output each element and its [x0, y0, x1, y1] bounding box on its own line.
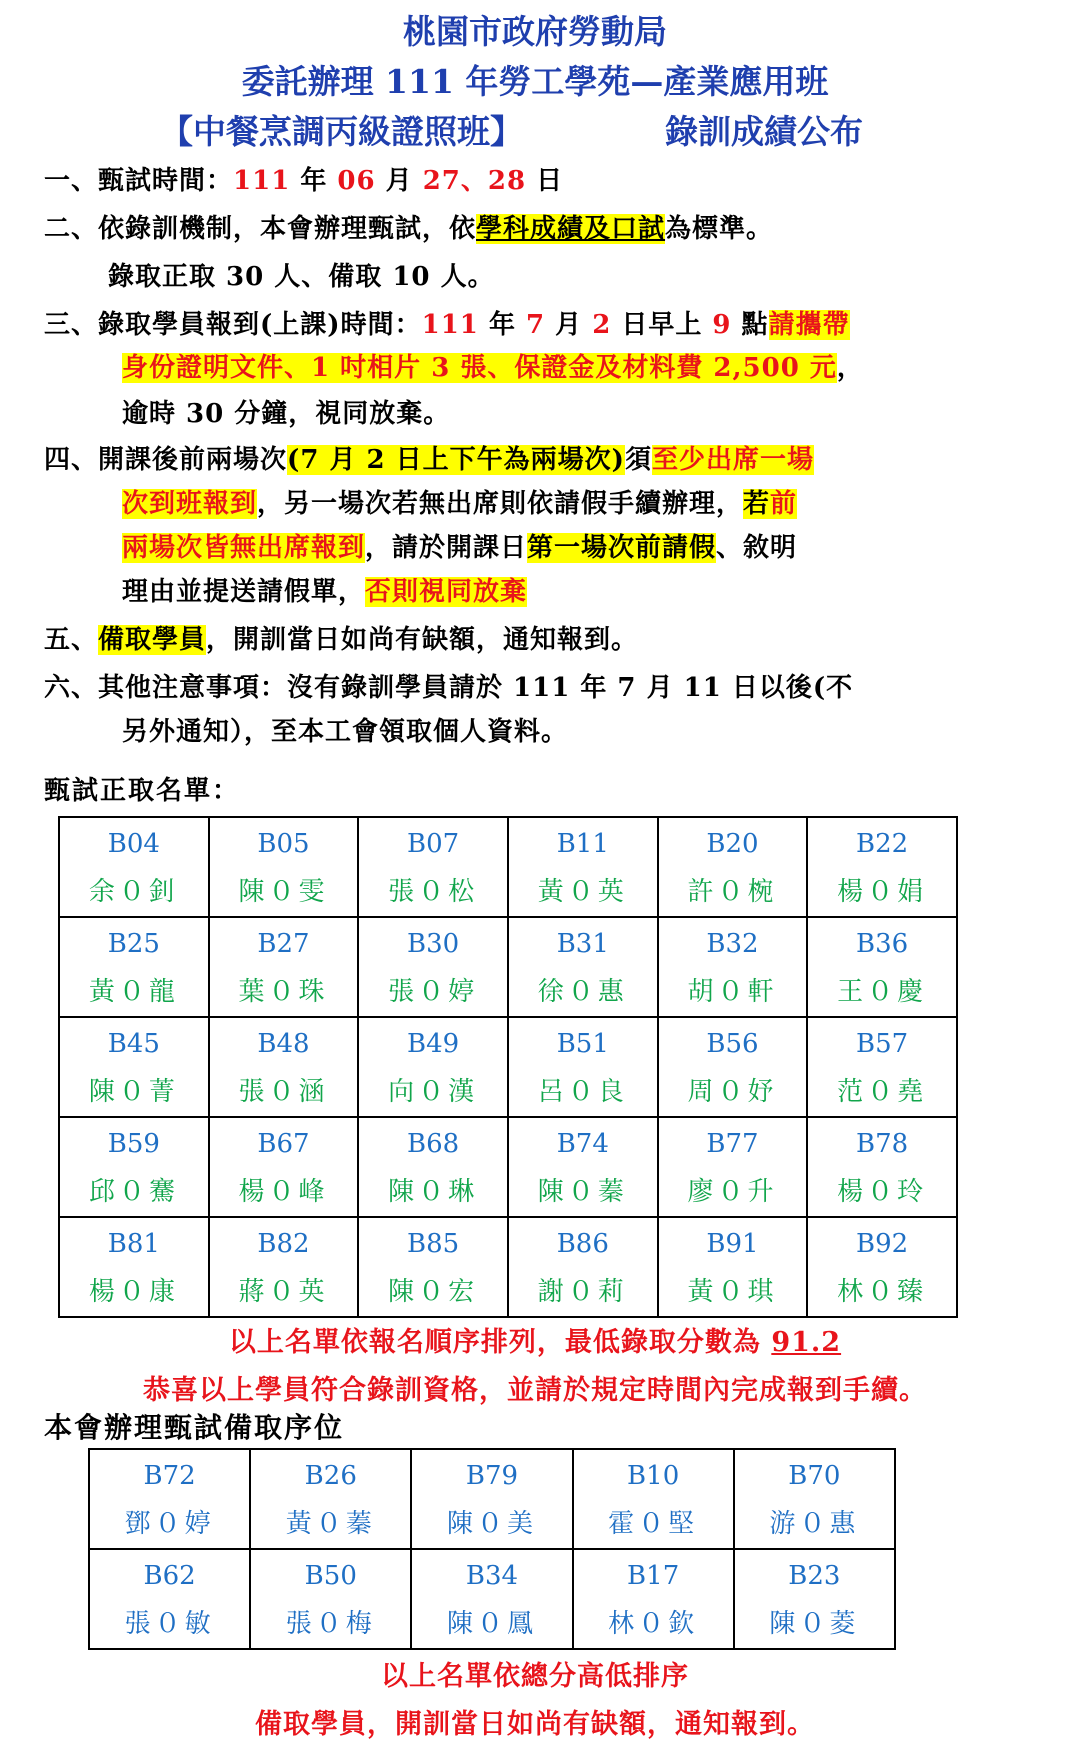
item-report-documents: 身份證明文件、1 吋相片 3 張、保證金及材料費 2,500 元，	[122, 353, 864, 383]
candidate-name: 葉０珠	[238, 977, 329, 1007]
candidate-name: 范０堯	[837, 1077, 928, 1107]
candidate-name: 黃０英	[537, 877, 628, 907]
candidate-code: B85	[407, 1229, 460, 1259]
table-cell	[250, 1549, 411, 1649]
candidate-name: 陳０蓁	[537, 1177, 628, 1207]
table-cell	[658, 1017, 808, 1117]
table-cell	[358, 1017, 508, 1117]
candidate-code: B11	[556, 829, 609, 859]
table-cell	[59, 917, 209, 1017]
table-cell	[89, 1449, 250, 1549]
table-cell	[573, 1549, 734, 1649]
candidate-name: 呂０良	[537, 1077, 628, 1107]
table-cell	[658, 917, 808, 1017]
table-cell	[734, 1449, 895, 1549]
table-cell	[658, 1217, 808, 1317]
candidate-name: 黃０蓁	[285, 1509, 376, 1539]
table-cell	[250, 1449, 411, 1549]
candidate-name: 胡０軒	[687, 977, 778, 1007]
table-cell	[807, 817, 957, 917]
candidate-name: 張０松	[388, 877, 479, 907]
candidate-code: B51	[556, 1029, 609, 1059]
candidate-name: 鄧０婷	[124, 1509, 215, 1539]
table-row	[89, 1549, 895, 1649]
admitted-list-label: 甄試正取名單：	[44, 776, 241, 806]
candidate-code: B48	[257, 1029, 310, 1059]
candidate-code: B92	[856, 1229, 909, 1259]
candidate-name: 陳０琳	[388, 1177, 479, 1207]
candidate-name: 林０臻	[837, 1277, 928, 1307]
table-cell	[89, 1549, 250, 1649]
candidate-name: 黃０龍	[88, 977, 179, 1007]
candidate-name: 陳０宏	[388, 1277, 479, 1307]
item-quota: 錄取正取 30 人、備取 10 人。	[108, 262, 495, 292]
candidate-name: 陳０菱	[769, 1609, 860, 1639]
candidate-code: B82	[257, 1229, 310, 1259]
candidate-code: B23	[788, 1561, 841, 1591]
candidate-name: 周０妤	[687, 1077, 778, 1107]
candidate-name: 陳０鳳	[446, 1609, 537, 1639]
candidate-code: B59	[107, 1129, 160, 1159]
header-course: 委託辦理 111 年勞工學苑—產業應用班	[241, 62, 829, 101]
candidate-name: 王０慶	[837, 977, 928, 1007]
table-cell	[59, 1217, 209, 1317]
table-cell	[508, 917, 658, 1017]
candidate-code: B07	[407, 829, 460, 859]
table-cell	[807, 1017, 957, 1117]
candidate-name: 林０欽	[608, 1609, 699, 1639]
candidate-code: B68	[407, 1129, 460, 1159]
table-cell	[411, 1549, 572, 1649]
candidate-code: B34	[465, 1561, 519, 1591]
waitlist-label: 本會辦理甄試備取序位	[44, 1411, 345, 1444]
table-cell	[508, 817, 658, 917]
candidate-code: B05	[257, 829, 310, 859]
candidate-name: 游０惠	[769, 1509, 860, 1539]
table-cell	[59, 817, 209, 917]
table-cell	[411, 1449, 572, 1549]
table-cell	[59, 1117, 209, 1217]
candidate-code: B77	[706, 1129, 759, 1159]
candidate-code: B74	[556, 1129, 609, 1159]
table-row	[59, 1017, 957, 1117]
table-cell	[807, 1217, 957, 1317]
candidate-name: 謝０莉	[537, 1277, 628, 1307]
candidate-name: 陳０菁	[88, 1077, 179, 1107]
min-score: 91.2	[771, 1327, 842, 1358]
candidate-code: B81	[107, 1229, 160, 1259]
candidate-code: B72	[143, 1461, 196, 1491]
admitted-congrats-note: 恭喜以上學員符合錄訓資格，並請於規定時間內完成報到手續。	[143, 1375, 927, 1406]
admitted-order-note: 以上名單依報名順序排列，最低錄取分數為 91.2	[228, 1327, 842, 1358]
candidate-name: 向０漢	[388, 1077, 479, 1107]
candidate-code: B86	[556, 1229, 609, 1259]
candidate-code: B04	[107, 829, 160, 859]
table-row	[89, 1449, 895, 1549]
candidate-name: 張０涵	[238, 1077, 329, 1107]
waitlist-notice: 備取學員，開訓當日如尚有缺額，通知報到。	[255, 1709, 815, 1740]
candidate-name: 楊０康	[88, 1277, 179, 1307]
candidate-code: B57	[856, 1029, 909, 1059]
candidate-name: 徐０惠	[537, 977, 628, 1007]
candidate-code: B36	[856, 929, 909, 959]
candidate-name: 余０釗	[88, 877, 179, 907]
table-cell	[658, 1117, 808, 1217]
table-cell	[734, 1549, 895, 1649]
candidate-name: 陳０雯	[238, 877, 329, 907]
candidate-code: B56	[706, 1029, 759, 1059]
table-cell	[508, 1117, 658, 1217]
candidate-code: B78	[856, 1129, 909, 1159]
candidate-code: B91	[706, 1229, 759, 1259]
candidate-name: 張０婷	[388, 977, 479, 1007]
candidate-code: B20	[706, 829, 759, 859]
waitlist-order-note: 以上名單依總分高低排序	[381, 1661, 689, 1692]
item-attendance-rule: 四、開課後前兩場次(7 月 2 日上下午為兩場次)須至少出席一場	[44, 445, 814, 475]
candidate-name: 蔣０英	[238, 1277, 329, 1307]
table-cell	[358, 817, 508, 917]
candidate-code: B17	[627, 1561, 680, 1591]
table-cell	[573, 1449, 734, 1549]
candidate-code: B70	[788, 1461, 841, 1491]
candidate-name: 邱０騫	[88, 1177, 179, 1207]
candidate-code: B79	[465, 1461, 519, 1491]
table-cell	[358, 1117, 508, 1217]
table-cell	[59, 1017, 209, 1117]
candidate-name: 張０梅	[285, 1609, 376, 1639]
candidate-code: B10	[627, 1461, 680, 1491]
candidate-code: B32	[706, 929, 759, 959]
candidate-name: 陳０美	[446, 1509, 537, 1539]
candidate-code: B25	[107, 929, 160, 959]
candidate-code: B62	[143, 1561, 196, 1591]
candidate-code: B45	[107, 1029, 160, 1059]
item-report-time: 三、錄取學員報到(上課)時間：111 年 7 月 2 日早上 9 點請攜帶	[44, 310, 850, 340]
item-selection-mechanism: 二、依錄訓機制，本會辦理甄試，依學科成績及口試為標準。	[44, 214, 774, 244]
item-report-timeout: 逾時 30 分鐘，視同放棄。	[122, 399, 451, 429]
candidate-name: 楊０峰	[238, 1177, 329, 1207]
candidate-name: 張０敏	[124, 1609, 215, 1639]
item-waitlist-notice: 五、備取學員，開訓當日如尚有缺額，通知報到。	[44, 625, 639, 655]
table-cell	[807, 1117, 957, 1217]
item-exam-date: 一、甄試時間：111 年 06 月 27、28 日	[44, 166, 564, 196]
item-other-notes-2: 另外通知），至本工會領取個人資料。	[122, 717, 569, 747]
table-row	[59, 817, 957, 917]
table-cell	[658, 817, 808, 917]
candidate-name: 楊０娟	[837, 877, 928, 907]
item-attendance-rule-4: 理由並提送請假單，否則視同放棄	[122, 577, 528, 607]
candidate-code: B30	[407, 929, 460, 959]
table-cell	[358, 917, 508, 1017]
candidate-code: B49	[407, 1029, 460, 1059]
candidate-code: B27	[257, 929, 310, 959]
table-cell	[358, 1217, 508, 1317]
item-other-notes: 六、其他注意事項：沒有錄訓學員請於 111 年 7 月 11 日以後(不	[44, 673, 854, 703]
candidate-name: 許０椀	[687, 877, 778, 907]
candidate-name: 霍０堅	[608, 1509, 699, 1539]
table-cell	[209, 817, 359, 917]
candidate-name: 楊０玲	[837, 1177, 928, 1207]
table-cell	[209, 1017, 359, 1117]
admitted-table	[58, 816, 958, 1318]
table-cell	[807, 917, 957, 1017]
candidate-code: B67	[257, 1129, 310, 1159]
table-row	[59, 1217, 957, 1317]
item-attendance-rule-2: 次到班報到，另一場次若無出席則依請假手續辦理，若前	[122, 489, 798, 519]
table-cell	[209, 917, 359, 1017]
candidate-code: B50	[304, 1561, 357, 1591]
candidate-code: B26	[304, 1461, 357, 1491]
candidate-name: 廖０升	[687, 1177, 778, 1207]
header-results-title: 錄訓成績公布	[665, 112, 863, 151]
item-attendance-rule-3: 兩場次皆無出席報到，請於開課日第一場次前請假、敘明	[122, 533, 798, 563]
table-row	[59, 1117, 957, 1217]
waitlist-table	[88, 1448, 896, 1650]
candidate-code: B22	[856, 829, 909, 859]
header-class-name: 【中餐烹調丙級證照班】	[160, 112, 523, 151]
candidate-code: B31	[556, 929, 609, 959]
header-org: 桃園市政府勞動局	[403, 12, 667, 51]
table-cell	[508, 1017, 658, 1117]
candidate-name: 黃０琪	[687, 1277, 778, 1307]
table-row	[59, 917, 957, 1017]
table-cell	[209, 1117, 359, 1217]
table-cell	[209, 1217, 359, 1317]
table-cell	[508, 1217, 658, 1317]
